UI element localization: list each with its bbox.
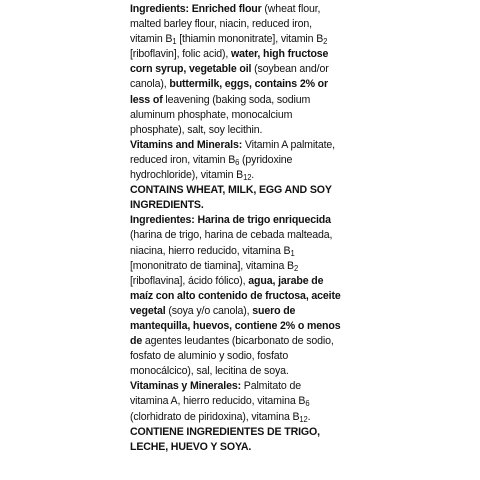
ingredient-label: [130, 2, 342, 455]
english-ingredients-heading: Ingredients: Enriched flour: [130, 3, 262, 15]
spanish-ingredients-text: [mononitrato de tiamina], vitamina B: [130, 259, 294, 272]
spanish-ingredients-bold: agua, jarabe de maíz con alto contenido de fructosa, aceite vegetal: [130, 274, 341, 317]
spanish-subscript: 2: [293, 263, 299, 273]
english-vitamins-text: (pyridoxine hydrochloride), vitamin B: [130, 153, 293, 182]
english-ingredients-text: [riboflavin], folic acid),: [130, 48, 232, 61]
spanish-subscript: 12: [299, 414, 308, 424]
english-ingredients-text: (soybean and/or canola),: [130, 63, 329, 91]
english-subscript: 1: [172, 37, 177, 47]
spanish-vitamins-text: .: [307, 410, 311, 423]
english-ingredients-text: [thiamin mononitrate], vitamin B: [176, 33, 324, 46]
spanish-ingredients-bold: suero de mantequilla, huevos, contiene 2% o menos de: [130, 304, 341, 348]
english-subscript: 2: [323, 37, 328, 47]
english-vitamins-heading: Vitamins and Minerals:: [130, 138, 243, 151]
spanish-vitamins-paragraph: [130, 379, 342, 424]
spanish-ingredients-text: (harina de trigo, harina de cebada malteada, niacina, hierro reducido, vitamina B: [130, 229, 333, 257]
spanish-vitamins-text: Palmitato de vitamina A, hierro reducido, vitamina B: [130, 380, 306, 408]
english-subscript: 12: [243, 173, 252, 183]
spanish-ingredients-heading: Ingredientes: Harina de trigo enriquecida: [130, 214, 331, 227]
spanish-allergen-statement: CONTIENE INGREDIENTES DE TRIGO, LECHE, HUEVO Y SOYA.: [130, 425, 320, 453]
spanish-ingredients-paragraph: [130, 213, 342, 379]
english-ingredients-bold: buttermilk, eggs, contains 2% or less of: [130, 78, 328, 106]
spanish-ingredients-text: agentes leudantes (bicarbonato de sodio, fosfato de aluminio y sodio, fosfato monocálcico), sal, lecitina de soya.: [130, 335, 334, 378]
spanish-ingredients-text: [riboflavina], ácido fólico),: [130, 274, 249, 287]
english-subscript: 6: [235, 157, 240, 167]
english-vitamins-text: Vitamin A palmitate, reduced iron, vitamin B: [130, 138, 335, 166]
english-ingredients-text: leavening (baking soda, sodium aluminum phosphate, monocalcium phosphate), salt, soy lecithin.: [130, 93, 311, 136]
english-vitamins-text: .: [251, 169, 255, 182]
english-ingredients-text: (wheat flour, malted barley flour, niacin, reduced iron, vitamin B: [130, 3, 321, 46]
spanish-ingredients-text: (soya y/o canola),: [165, 304, 253, 317]
spanish-vitamins-heading: Vitaminas y Minerales:: [130, 380, 241, 393]
english-ingredients-bold: water, high fructose corn syrup, vegetable oil: [130, 48, 329, 76]
english-vitamins-paragraph: [130, 138, 342, 183]
spanish-vitamins-text: (clorhidrato de piridoxina), vitamina B: [130, 410, 300, 423]
spanish-subscript: 1: [290, 248, 295, 258]
english-allergen-statement: CONTAINS WHEAT, MILK, EGG AND SOY INGREDIENTS.: [130, 184, 332, 212]
english-ingredients-paragraph: [130, 2, 342, 138]
spanish-subscript: 6: [305, 399, 310, 409]
